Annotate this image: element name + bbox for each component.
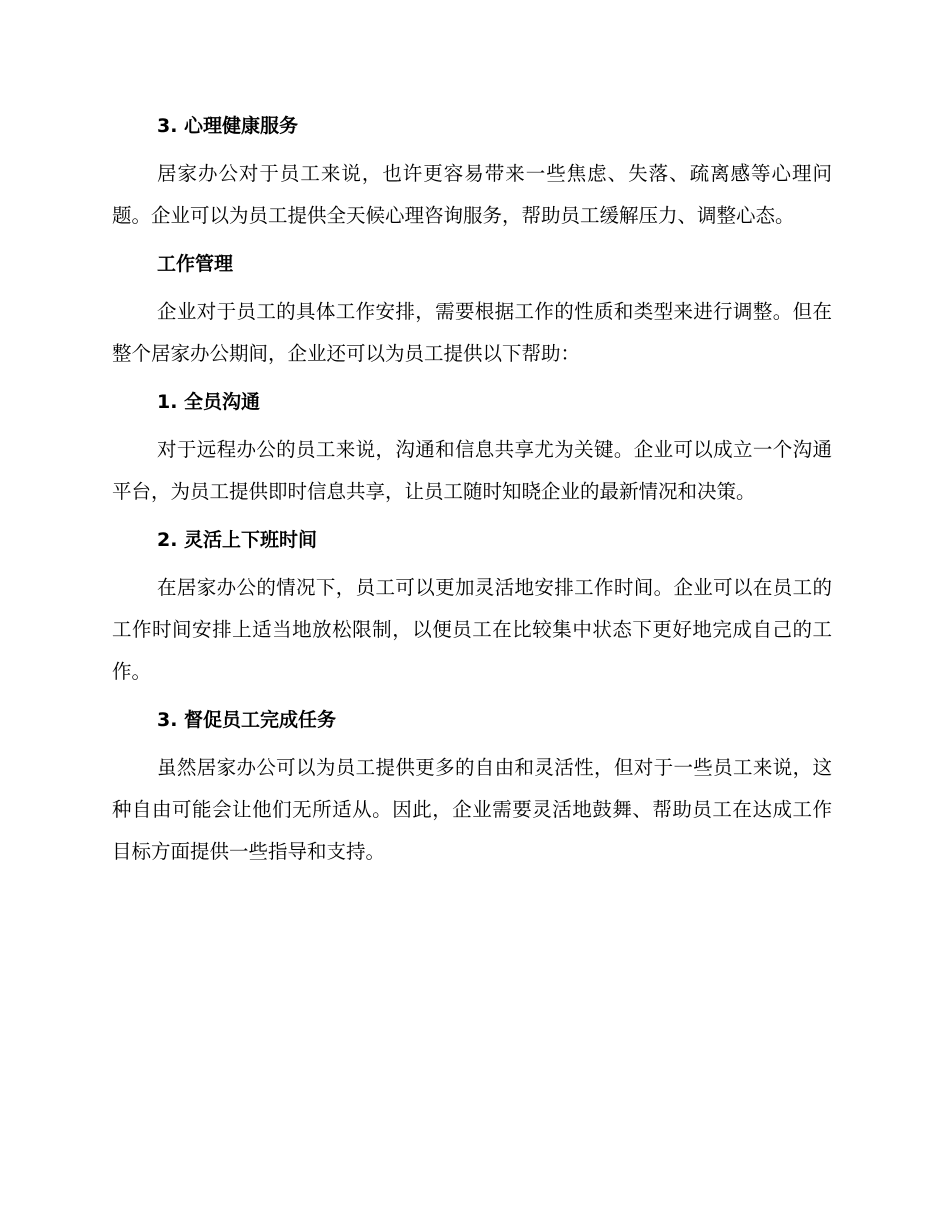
section-body-mental-health: 居家办公对于员工来说，也许更容易带来一些焦虑、失落、疏离感等心理问题。企业可以为员工提供全天候心理咨询服务，帮助员工缓解压力、调整心态。 [112, 162, 832, 227]
section-heading-mental-health: 3. 心理健康服务 [157, 115, 299, 137]
section-body-flexible-hours: 在居家办公的情况下，员工可以更加灵活地安排工作时间。企业可以在员工的工作时间安排上适当地放松限制，以便员工在比较集中状态下更好地完成自己的工作。 [112, 576, 832, 683]
section-body-work-management: 企业对于员工的具体工作安排，需要根据工作的性质和类型来进行调整。但在整个居家办公期间，企业还可以为员工提供以下帮助： [112, 300, 832, 365]
section-body-communication: 对于远程办公的员工来说，沟通和信息共享尤为关键。企业可以成立一个沟通平台，为员工提供即时信息共享，让员工随时知晓企业的最新情况和决策。 [112, 438, 832, 503]
section-heading-flexible-hours: 2. 灵活上下班时间 [157, 529, 318, 551]
section-heading-communication: 1. 全员沟通 [157, 391, 261, 413]
document-page [112, 105, 832, 879]
section-body-task-supervision: 虽然居家办公可以为员工提供更多的自由和灵活性，但对于一些员工来说，这种自由可能会让他们无所适从。因此，企业需要灵活地鼓舞、帮助员工在达成工作目标方面提供一些指导和支持。 [112, 756, 832, 863]
section-heading-work-management: 工作管理 [157, 253, 234, 275]
section-heading-task-supervision: 3. 督促员工完成任务 [157, 709, 337, 731]
